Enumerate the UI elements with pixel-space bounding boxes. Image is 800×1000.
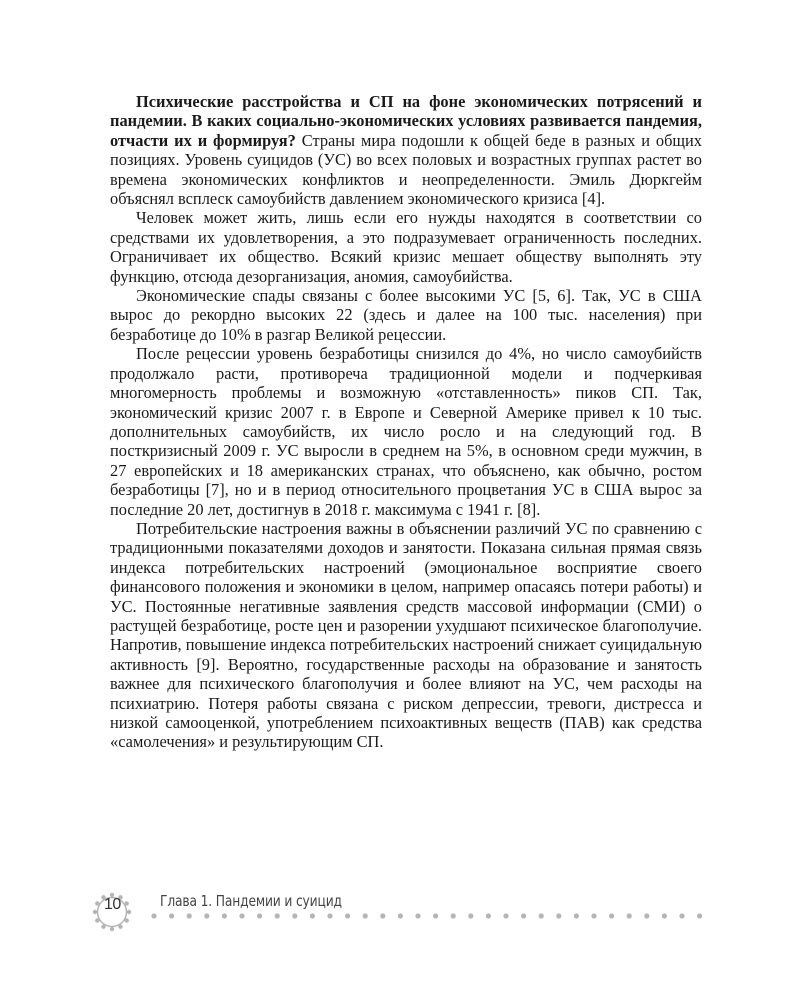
body-text bbox=[110, 92, 702, 752]
rule-dot bbox=[503, 913, 508, 918]
rule-dot bbox=[275, 913, 280, 918]
rule-dot bbox=[187, 913, 192, 918]
rule-dot bbox=[380, 913, 385, 918]
rule-dot bbox=[556, 913, 561, 918]
rule-dot bbox=[679, 913, 684, 918]
rule-dot bbox=[591, 913, 596, 918]
rule-dot bbox=[486, 913, 491, 918]
rule-dot bbox=[521, 913, 526, 918]
rule-dot bbox=[169, 913, 174, 918]
rule-dot bbox=[257, 913, 262, 918]
rule-dot bbox=[398, 913, 403, 918]
rule-dot bbox=[327, 913, 332, 918]
rule-dot bbox=[609, 913, 614, 918]
paragraph: Потребительские настроения важны в объяснении различий УС по сравнению с традиционными показателями доходов и занятости. Показана сильная прямая связь индекса потребительских настроений (эмоциональное восприятие своего финансового положения и экономики в целом, например опасаясь потери работы) и УС. Постоянные негативные заявления средств массовой информации (СМИ) о растущей безработице, росте цен и разорении ухудшают психическое благополучие. Напротив, повышение индекса потребительских настроений снижает суицидальную активность [9]. Вероятно, государственные расходы на образование и занятость важнее для психического благополучия и более влияют на УС, чем расходы на психиатрию. Потеря работы связана с риском депрессии, тревоги, дистресса и низкой самооценкой, употреблением психоактивных веществ (ПАВ) как средства «самолечения» и результирующим СП. bbox=[110, 518, 702, 752]
rule-dot bbox=[451, 913, 456, 918]
rule-dot bbox=[697, 913, 702, 918]
rule-dot bbox=[239, 913, 244, 918]
rule-dot bbox=[363, 913, 368, 918]
rule-dot bbox=[574, 913, 579, 918]
rule-dot bbox=[292, 913, 297, 918]
rule-dot bbox=[539, 913, 544, 918]
chapter-title: Глава 1. Пандемии и суицид bbox=[160, 892, 342, 910]
rule-dot bbox=[204, 913, 209, 918]
rule-dot bbox=[433, 913, 438, 918]
paragraph: После рецессии уровень безработицы снизился до 4%, но число самоубийств продолжало расти, противореча традиционной модели и подчеркивая многомерность проблемы и возможную «отставленность» пиков СП. Так, экономический кризис 2007 г. в Европе и Северной Америке привел к 10 тыс. дополнительных самоубийств, их число росло и на следующий год. В посткризисный 2009 г. УС выросли в среднем на 5%, в основном среди мужчин, в 27 европейских и 18 американских странах, что объяснено, как обычно, ростом безработицы [7], но и в период относительного процветания УС в США вырос за последние 20 лет, достигнув в 2018 г. максимума с 1941 г. [8]. bbox=[110, 344, 702, 519]
rule-dot bbox=[468, 913, 473, 918]
paragraph-bold-lead: Психические расстройства и СП на фоне экономических потрясений и пандемии. В каких социально-экономических условиях развивается пандемия, отчасти их и формируя? bbox=[110, 92, 702, 150]
rule-dot bbox=[345, 913, 350, 918]
rule-dot bbox=[151, 913, 156, 918]
paragraph: Человек может жить, лишь если его нужды находятся в соответствии со средствами их удовлетворения, а это подразумевает ограниченность последних. Ограничивает их общество. Всякий кризис мешает обществу выполнять эту функцию, отсюда дезорганизация, аномия, самоубийства. bbox=[110, 208, 702, 286]
paragraph: Экономические спады связаны с более высокими УС [5, 6]. Так, УС в США вырос до рекордно высоких 22 (здесь и далее на 100 тыс. населения) при безработице до 10% в разгар Великой рецессии. bbox=[110, 286, 702, 344]
paragraph bbox=[110, 92, 702, 208]
paragraph-text: Страны мира подошли к общей беде в разных и общих позициях. Уровень суицидов (УС) во всех половых и возрастных группах растет во времена экономических конфликтов и неопределенности. Эмиль Дюркгейм объяснял всплеск самоубийств давлением экономического кризиса [4]. bbox=[110, 130, 702, 209]
rule-dot bbox=[662, 913, 667, 918]
rule-dot bbox=[644, 913, 649, 918]
rule-dot bbox=[310, 913, 315, 918]
page-number: 10 bbox=[104, 896, 121, 913]
rule-dot bbox=[627, 913, 632, 918]
rule-dot bbox=[415, 913, 420, 918]
rule-dot bbox=[222, 913, 227, 918]
page-footer bbox=[0, 880, 800, 940]
dotted-rule bbox=[150, 911, 710, 921]
